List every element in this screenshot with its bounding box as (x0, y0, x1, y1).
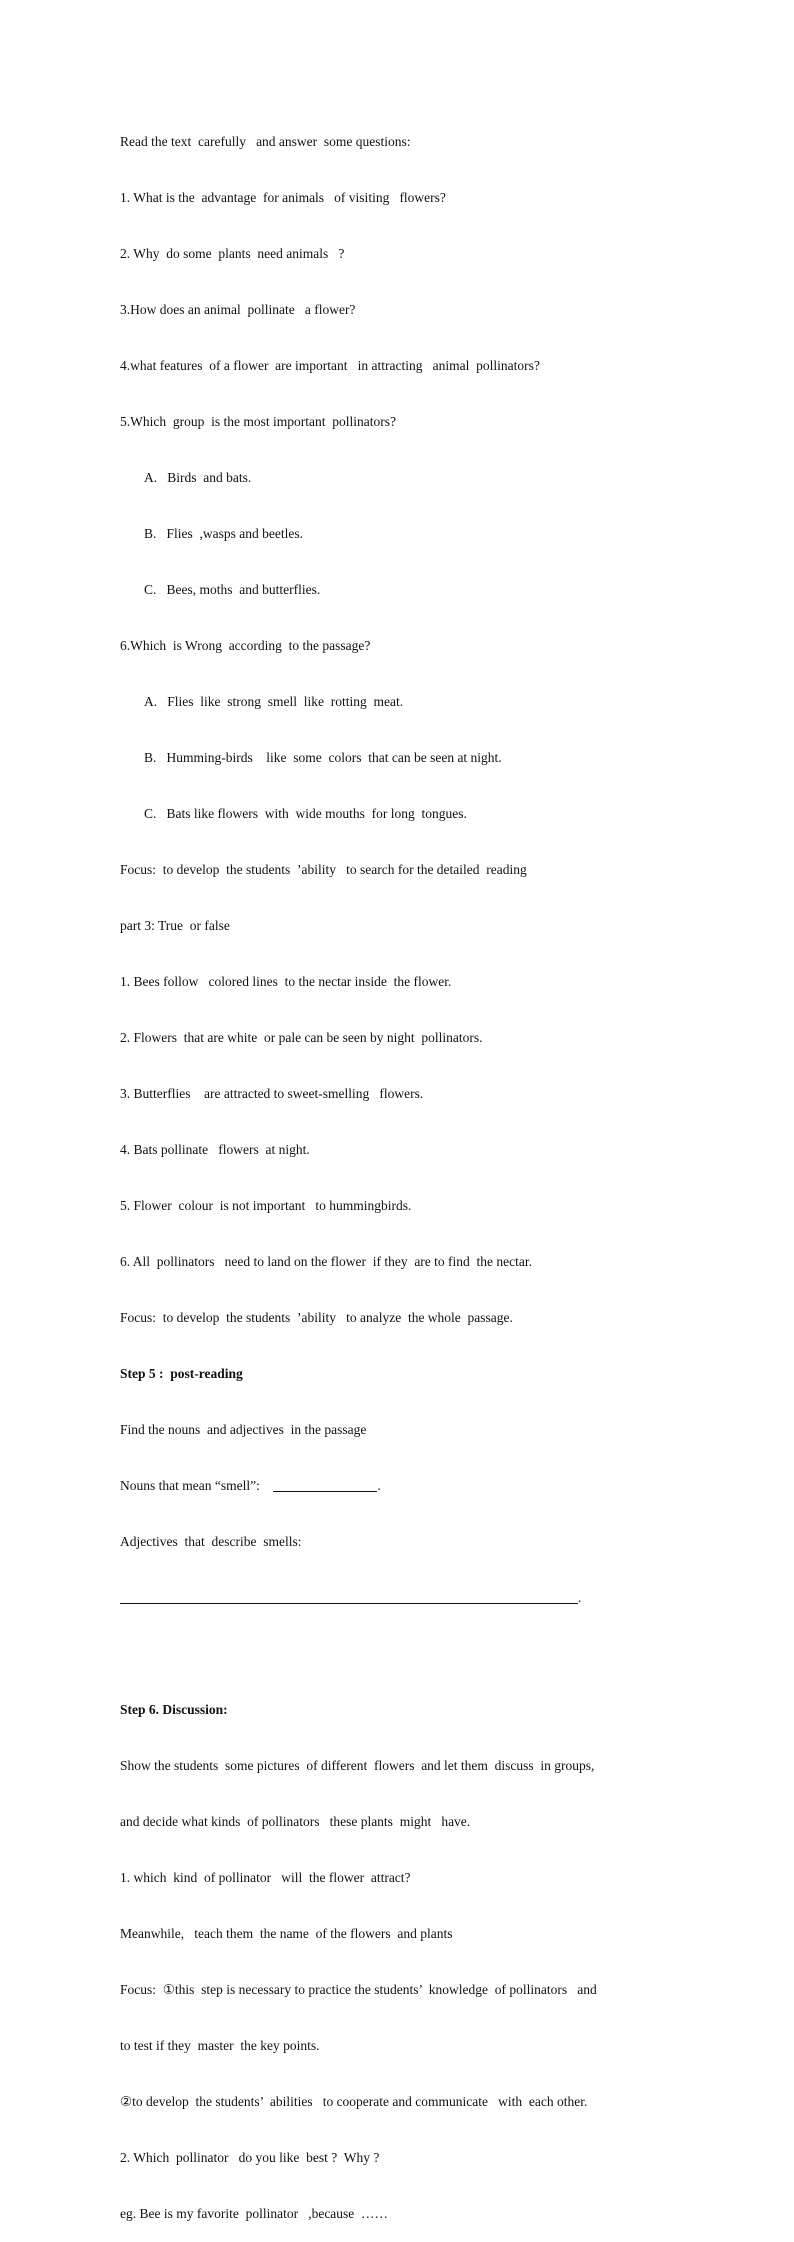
true-false-item-1: 1. Bees follow colored lines to the nectar inside the flower. (120, 974, 452, 989)
part-3-heading: part 3: True or false (120, 918, 230, 933)
question-5: 5.Which group is the most important pollinators? (120, 414, 396, 429)
document-page (120, 98, 680, 2242)
true-false-item-3: 3. Butterflies are attracted to sweet-smelling flowers. (120, 1086, 424, 1101)
step-6-heading: Step 6. Discussion: (120, 1702, 228, 1717)
adjectives-period: . (578, 1590, 582, 1605)
question-3: 3.How does an animal pollinate a flower? (120, 302, 356, 317)
focus-line: Focus: to develop the students ’ability to search for the detailed reading (120, 862, 527, 877)
focus-continuation: to test if they master the key points. (120, 2038, 320, 2053)
nouns-answer-blank[interactable] (273, 1477, 377, 1492)
nouns-line (120, 1474, 680, 1498)
nouns-label: Nouns that mean “smell”: (120, 1478, 260, 1493)
instruction-line: Read the text carefully and answer some questions: (120, 134, 411, 149)
question-6-option-b: B. Humming-birds like some colors that can be seen at night. (144, 750, 502, 765)
adjectives-label: Adjectives that describe smells: (120, 1534, 302, 1549)
question-5-option-c: C. Bees, moths and butterflies. (144, 582, 321, 597)
question-1: 1. What is the advantage for animals of visiting flowers? (120, 190, 446, 205)
true-false-item-5: 5. Flower colour is not important to hummingbirds. (120, 1198, 412, 1213)
question-6: 6.Which is Wrong according to the passage? (120, 638, 371, 653)
discussion-question-1: 1. which kind of pollinator will the flower attract? (120, 1870, 411, 1885)
discussion-line-1: Show the students some pictures of different flowers and let them discuss in groups, (120, 1758, 595, 1773)
question-5-option-b: B. Flies ,wasps and beetles. (144, 526, 303, 541)
adjectives-answer-blank[interactable] (120, 1589, 578, 1604)
question-4: 4.what features of a flower are important in attracting animal pollinators? (120, 358, 540, 373)
question-2: 2. Why do some plants need animals ? (120, 246, 345, 261)
adjectives-line (120, 1586, 680, 1610)
discussion-line-2: and decide what kinds of pollinators these plants might have. (120, 1814, 471, 1829)
true-false-item-6: 6. All pollinators need to land on the flower if they are to find the nectar. (120, 1254, 533, 1269)
question-5-option-a: A. Birds and bats. (144, 470, 252, 485)
discussion-question-2: 2. Which pollinator do you like best ? Why ? (120, 2150, 380, 2165)
question-6-option-a: A. Flies like strong smell like rotting meat. (144, 694, 404, 709)
meanwhile-line: Meanwhile, teach them the name of the flowers and plants (120, 1926, 453, 1941)
example-line: eg. Bee is my favorite pollinator ,because …… (120, 2206, 389, 2221)
focus-line: Focus: to develop the students ’ability to analyze the whole passage. (120, 1310, 513, 1325)
focus-point-2: ②to develop the students’ abilities to cooperate and communicate with each other. (120, 2094, 588, 2109)
focus-line: Focus: ①this step is necessary to practice the students’ knowledge of pollinators and (120, 1982, 597, 1997)
post-reading-instruction: Find the nouns and adjectives in the passage (120, 1422, 367, 1437)
nouns-period: . (377, 1478, 381, 1493)
spacer (120, 1642, 680, 1666)
true-false-item-2: 2. Flowers that are white or pale can be seen by night pollinators. (120, 1030, 483, 1045)
step-5-heading: Step 5 : post-reading (120, 1366, 243, 1381)
question-6-option-c: C. Bats like flowers with wide mouths for long tongues. (144, 806, 467, 821)
true-false-item-4: 4. Bats pollinate flowers at night. (120, 1142, 310, 1157)
